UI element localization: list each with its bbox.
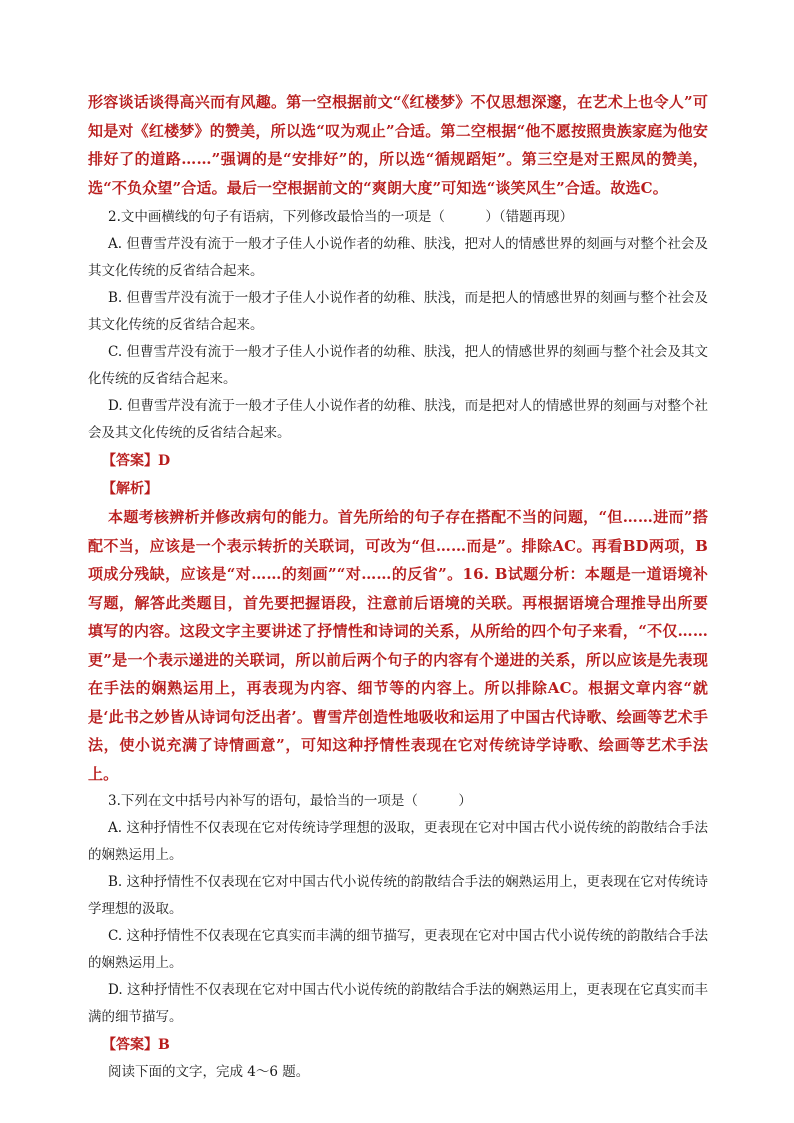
question-2-analysis-text: 本题考核辨析并修改病句的能力。首先所给的句子存在搭配不当的问题，“但……进而”搭配不当，应该是一个表示转折的关联词，可改为“但……而是”。排除AC。再看BD两项，B项成分残缺，应该是“对……的刻画”“对……的反省”。16. B试题分析：本题是一道语境补写题，解答此类题目，首先要把握语段，注意前后语境的关联。再根据语境合理推导出所要填写的内容。这段文字主要讲述了抒情性和诗词的关系，从所给的四个句子来看，“不仅……更”是一个表示递进的关联词，所以前后两个句子的内容有个递进的关系，所以应该是先表现在手法的娴熟运用上，再表现为内容、细节等的内容上。所以排除AC。根据文章内容“就是‘此书之妙皆从诗词句泛出者’。曹雪芹创造性地吸收和运用了中国古代诗歌、绘画等艺术手法，使小说充满了诗情画意”，可知这种抒情性表现在它对传统诗学诗歌、绘画等艺术手法上。 <box>88 508 708 783</box>
question-3-option-c: C. 这种抒情性不仅表现在它真实而丰满的细节描写，更表现在它对中国古代小说传统的韵散结合手法的娴熟运用上。 <box>88 928 708 971</box>
question-3-stem: 3.下列在文中括号内补写的语句，最恰当的一项是（ ） <box>108 793 472 809</box>
question-2-option-d: D. 但曹雪芹没有流于一般才子佳人小说作者的幼稚、肤浅，而是把对人的情感世界的刻画与对整个社会及其文化传统的反省结合起来。 <box>88 398 708 441</box>
next-section-instruction: 阅读下面的文字，完成 4～6 题。 <box>108 1064 310 1080</box>
question-2-option-b: B. 但曹雪芹没有流于一般才子佳人小说作者的幼稚、肤浅，而是把人的情感世界的刻画与整个社会及其文化传统的反省结合起来。 <box>88 290 708 333</box>
intro-analysis-text: 形容谈话谈得高兴而有风趣。第一空根据前文“《红楼梦》不仅思想深邃，在艺术上也令人”可知是对《红楼梦》的赞美，所以选“叹为观止”合适。第二空根据“他不愿按照贵族家庭为他安排好了的道路……”强调的是“安排好”的，所以选“循规蹈矩”。第三空是对王熙凤的赞美，选“不负众望”合适。最后一空根据前文的“爽朗大度”可知选“谈笑风生”合适。故选C。 <box>88 93 708 197</box>
question-3-option-b: B. 这种抒情性不仅表现在它对中国古代小说传统的韵散结合手法的娴熟运用上，更表现在它对传统诗学理想的汲取。 <box>88 874 708 917</box>
question-2-stem: 2.文中画横线的句子有语病，下列修改最恰当的一项是（ ）（错题再现） <box>108 209 574 225</box>
question-2-option-c: C. 但曹雪芹没有流于一般才子佳人小说作者的幼稚、肤浅，把人的情感世界的刻画与整个社会及其文化传统的反省结合起来。 <box>88 344 708 387</box>
document-page <box>88 88 708 1086</box>
question-3-option-d: D. 这种抒情性不仅表现在它对中国古代小说传统的韵散结合手法的娴熟运用上，更表现在它真实而丰满的细节描写。 <box>88 982 708 1025</box>
question-2-answer: 【答案】D <box>102 453 171 469</box>
question-3-answer: 【答案】B <box>102 1037 170 1053</box>
question-3-option-a: A. 这种抒情性不仅表现在它对传统诗学理想的汲取，更表现在它对中国古代小说传统的韵散结合手法的娴熟运用上。 <box>88 820 708 863</box>
question-2-option-a: A. 但曹雪芹没有流于一般才子佳人小说作者的幼稚、肤浅，把对人的情感世界的刻画与对整个社会及其文化传统的反省结合起来。 <box>88 236 708 279</box>
question-2-analysis-label: 【解析】 <box>102 481 158 497</box>
